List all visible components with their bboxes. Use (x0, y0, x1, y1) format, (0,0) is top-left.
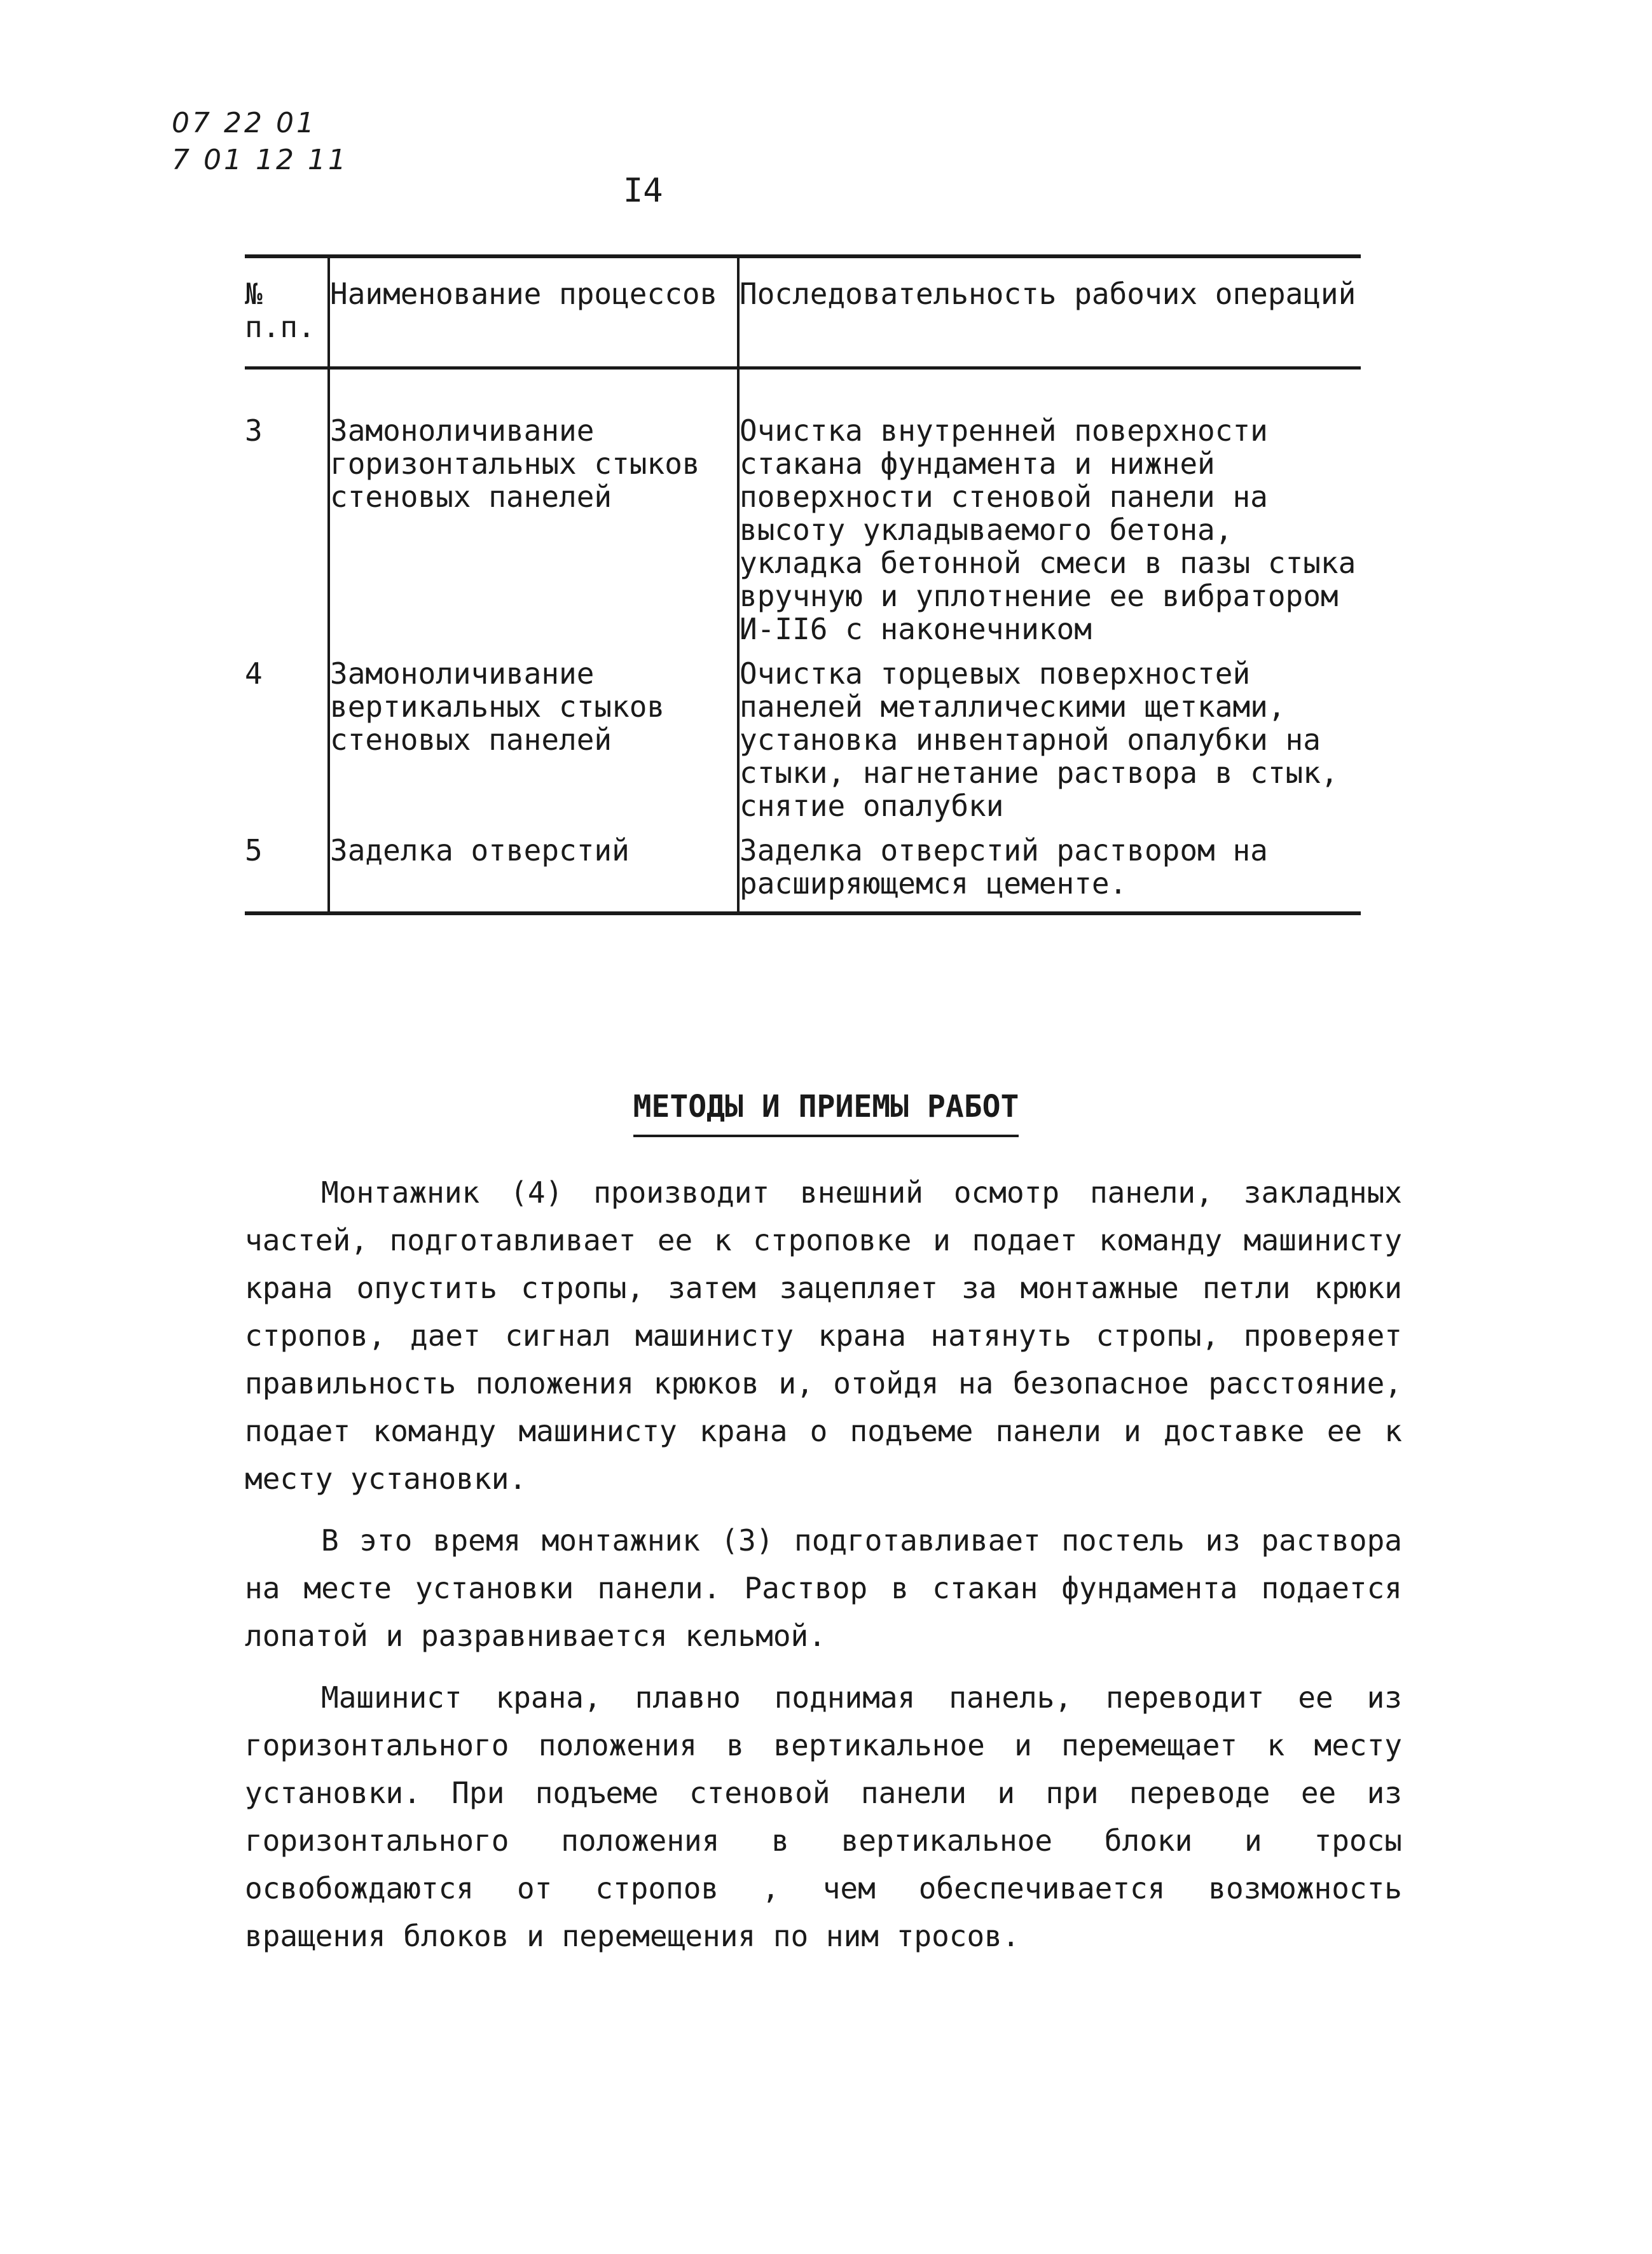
document-codes (172, 105, 348, 179)
row-num: 4 (245, 656, 263, 691)
row-ops: Заделка отверстий раствором на расширяющемся цементе. (738, 834, 1361, 913)
table-header-row (245, 256, 1361, 368)
section-body (245, 1169, 1402, 1974)
header-ops: Последовательность рабочих операций (738, 256, 1361, 368)
section-heading (0, 1089, 1652, 1124)
code-line-1: 07 22 01 (172, 107, 317, 139)
code-line-2: 7 01 12 11 (172, 144, 348, 176)
row-name: Замоноличивание вертикальных стыков стеновых панелей (329, 657, 738, 834)
row-name: Замоноличивание горизонтальных стыков стеновых панелей (329, 368, 738, 658)
section-title: МЕТОДЫ И ПРИЕМЫ РАБОТ (633, 1089, 1019, 1137)
table-row (245, 834, 1361, 913)
paragraph: Машинист крана, плавно поднимая панель, переводит ее из горизонтального положения в вертикальное и перемещает к месту установки. При подъеме стеновой панели и при переводе ее из горизонтального положения в вертикальное блоки и тросы освобождаются от стропов , чем обеспечивается возможность вращения блоков и перемещения по ним тросов. (245, 1680, 1402, 1953)
table-row (245, 368, 1361, 658)
page-number: I4 (623, 172, 663, 210)
paragraph: Монтажник (4) производит внешний осмотр панели, закладных частей, подготавливает ее к строповке и подает команду машинисту крана опустить стропы, затем зацепляет за монтажные петли крюки стропов, дает сигнал машинисту крана натянуть стропы, проверяет правильность положения крюков и, отойдя на безопасное расстояние, подает команду машинисту крана о подъеме панели и доставке ее к месту установки. (245, 1175, 1402, 1496)
paragraph: В это время монтажник (3) подготавливает постель из раствора на месте установки панели. Раствор в стакан фундамента подается лопатой и разравнивается кельмой. (245, 1523, 1402, 1653)
row-num: 5 (245, 833, 263, 868)
header-num: № п.п. (245, 277, 315, 344)
row-name: Заделка отверстий (329, 834, 738, 913)
table-row (245, 657, 1361, 834)
row-num: 3 (245, 413, 263, 448)
header-name: Наименование процессов (329, 256, 738, 368)
row-ops: Очистка торцевых поверхностей панелей металлическими щетками, установка инвентарной опалубки на стыки, нагнетание раствора в стык, снятие опалубки (738, 657, 1361, 834)
row-ops: Очистка внутренней поверхности стакана фундамента и нижней поверхности стеновой панели на высоту укладываемого бетона, укладка бетонной смеси в пазы стыка вручную и уплотнение ее вибратором И-II6 с наконечником (738, 368, 1361, 658)
process-table (245, 254, 1361, 915)
